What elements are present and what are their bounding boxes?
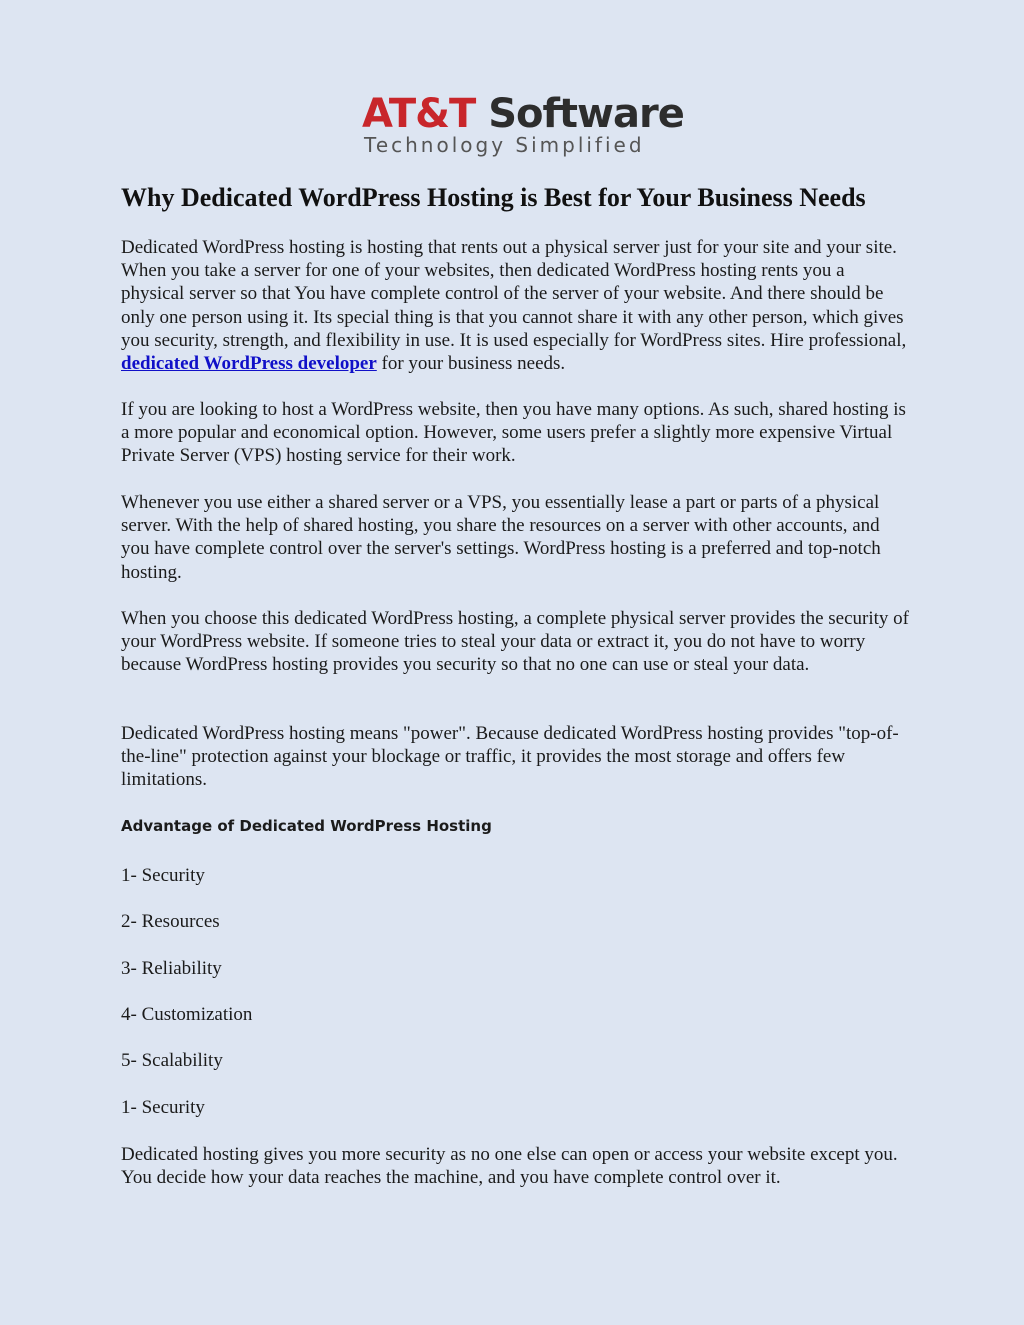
advantage-item: 1- Security (121, 865, 205, 886)
advantage-item: 5- Scalability (121, 1050, 223, 1071)
power-paragraph: Dedicated WordPress hosting means "power". Because dedicated WordPress hosting provides "top-of-the-line" protection against your blockage or traffic, it provides the most storage and offers few limitations. (121, 723, 899, 791)
logo-tagline: Technology Simplified (364, 133, 645, 157)
intro-paragraph (121, 236, 911, 375)
advantage-item: 4- Customization (121, 1004, 253, 1025)
logo-wordmark (362, 92, 684, 136)
security-section-heading: 1- Security (121, 1097, 205, 1118)
company-logo (362, 91, 684, 162)
intro-text-after-link: for your business needs. (376, 353, 566, 375)
intro-text-before-link: Dedicated WordPress hosting is hosting that rents out a physical server just for your site and your site. When you take a server for one of your websites, then dedicated WordPress hosting rents you a physical server so that You have complete control of the server of your website. And there should be only one person using it. Its special thing is that you cannot share it with any other person, which gives you security, strength, and flexibility in use. It is used especially for WordPress sites. Hire professional, (121, 237, 907, 351)
advantage-item: 2- Resources (121, 911, 220, 932)
advantages-heading: Advantage of Dedicated WordPress Hosting (121, 817, 492, 835)
document-title: Why Dedicated WordPress Hosting is Best for Your Business Needs (121, 183, 866, 212)
advantage-item: 3- Reliability (121, 958, 222, 979)
hosting-options-paragraph: If you are looking to host a WordPress website, then you have many options. As such, shared hosting is a more popular and economical option. However, some users prefer a slightly more expensive Virtual Private Server (VPS) hosting service for their work. (121, 399, 906, 467)
logo-brand-text: AT&T (362, 91, 476, 137)
security-paragraph: When you choose this dedicated WordPress hosting, a complete physical server provides the security of your WordPress website. If someone tries to steal your data or extract it, you do not have to worry because WordPress hosting provides you security so that no one can use or steal your data. (121, 608, 909, 676)
security-section-paragraph: Dedicated hosting gives you more security as no one else can open or access your website except you. You decide how your data reaches the machine, and you have complete control over it. (121, 1144, 898, 1189)
dedicated-wordpress-developer-link[interactable]: dedicated WordPress developer (121, 353, 377, 375)
logo-product-text: Software (475, 91, 684, 137)
shared-vps-paragraph: Whenever you use either a shared server or a VPS, you essentially lease a part or parts of a physical server. With the help of shared hosting, you share the resources on a server with other accounts, and you have complete control over the server's settings. WordPress hosting is a preferred and top-notch hosting. (121, 492, 881, 583)
